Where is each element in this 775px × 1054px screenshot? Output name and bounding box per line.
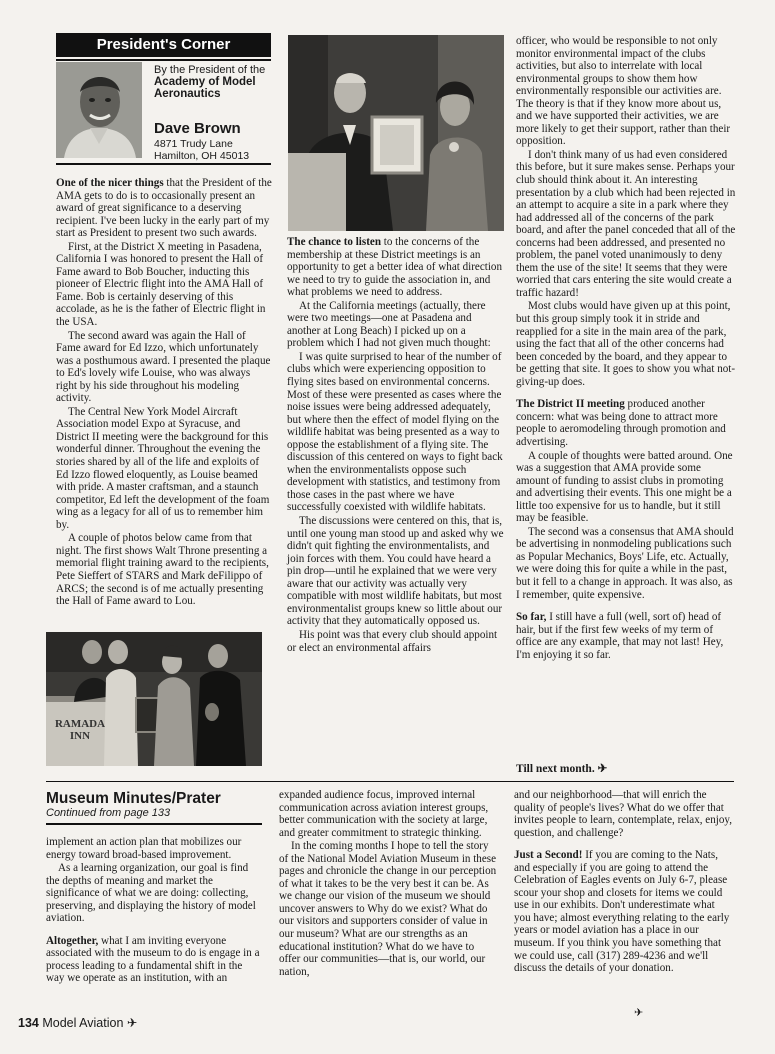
- page-footer: [18, 1015, 137, 1031]
- paragraph-text: As a learning organization, our goal is find the depths of meaning and market the significance of what we are doing: collecting, preserving, and displaying the history of model aviation.: [46, 862, 256, 925]
- paragraph: [516, 526, 736, 601]
- paragraph-text: At the California meetings (actually, there were two meetings—one at Pasadena and another at Long Beach) I picked up on a problem which I had not given much thought:: [287, 299, 491, 350]
- continued-from-note: Continued from page 133: [46, 807, 171, 819]
- paragraph-text: Most clubs would have given up at this point, but this group simply took it in stride and reapplied for a site in the main area of the park, using the fact that all of the other concerns had been conceded by the board, and they appear to be getting that site. It goes to show you what not-giving-up does.: [516, 300, 736, 388]
- paragraph-text: that the President of the AMA gets to do is to occasionally present an award of great significance to a deserving recipient. I've been lucky in the early part of my start as President to present two such awards.: [56, 177, 272, 240]
- header-rule: [56, 59, 271, 61]
- paragraph-text: to the concerns of the membership at these District meetings is an opportunity to get a better idea of what direction we need to try to guide the association in, and what problems we need to address.: [287, 236, 503, 299]
- paragraph-lead-in: So far,: [516, 611, 547, 624]
- author-portrait-photo: [56, 62, 142, 158]
- paragraph: [46, 862, 262, 925]
- paragraph-text: I still have a full (well, sort of) head of hair, but if the first few weeks of my term of office are any example, that may not last! Hey, I'm enjoying it so far.: [516, 611, 724, 661]
- paragraph: [279, 789, 497, 839]
- paragraph: [516, 300, 736, 388]
- paragraph: [514, 789, 734, 839]
- paragraph-text: I was quite surprised to hear of the number of clubs which were experiencing opposition to flying sites based on environmental concerns. Most of these were presented as cases where the noise issues were being addressed adequately, but where then the effect of model flying on the wildlife habitat was being presented as a way to oppose the establishment of a flying site. The discussion of this centered on ways to fight back when the environmentalists oppose such development with statistics, and testimony from those cases in the past where we have successfully coexisted with wildlife habitats.: [287, 350, 503, 514]
- paragraph-text: A couple of photos below came from that night. The first shows Walt Throne presenting a memorial flight training award to the recipients, Pete Sieffert of STARS and Mark deFilippo of ARCS; the second is of me actually presenting the Hall of Fame award to Lou.: [56, 532, 269, 608]
- airplane-icon: ✈: [597, 763, 608, 775]
- paragraph-text: A couple of thoughts were batted around. One was a suggestion that AMA provide some amount of funding to assist clubs in promoting and advertising their events. This one might be a little too expensive for us to handle, but it still may be feasible.: [516, 449, 733, 525]
- paragraph-text: what I am inviting everyone associated with the museum to do is engage in a process leading to a fundamental shift in the way we operate as an institution, with an: [46, 934, 260, 985]
- paragraph-text: implement an action plan that mobilizes our energy toward broad-based improvement.: [46, 836, 242, 861]
- paragraph-lead-in: The chance to listen: [287, 236, 381, 248]
- paragraph: [516, 450, 736, 525]
- author-address-line1: 4871 Trudy Lane: [154, 138, 233, 150]
- paragraph-text: The second was a consensus that AMA should be advertising in nonmodeling publications such as Popular Mechanics, Boys' Life, etc. Actually, we were doing this for quite a while in the past, but it fell to a change in approach. It was also, as I remember, quite expensive.: [516, 525, 734, 601]
- award-photo-illustration: [288, 35, 504, 231]
- paragraph-text: The discussions were centered on this, that is, until one young man stood up and asked why we didn't quit fighting the environmentalists, and join forces with them. You could have heard a pin drop—until he explained that we were very aware that our activity was actually very compatible with most wildlife habitats, but most environmentalist groups knew so little about our activity that they automatically opposed us.: [287, 515, 504, 628]
- section-header-museum-minutes: Museum Minutes/Prater: [46, 790, 221, 807]
- hotel-sign: [50, 718, 110, 742]
- byline: By the President of the: [154, 64, 266, 76]
- signoff: Till next month. ✈: [516, 763, 608, 775]
- paragraph-text: officer, who would be responsible to not only monitor environmental impact of the clubs activities, but also to interrelate with local environmental groups to show them how environmentally responsible our activities are. The theory is that if they know more about us, and we have supported their activities, we are more likely to get their support, rather than their opposition.: [516, 35, 731, 148]
- paragraph-lead-in: The District II meeting: [516, 398, 625, 411]
- organization-name: Academy of Model Aeronautics: [154, 76, 256, 100]
- museum-column-3: [514, 789, 734, 976]
- section-header-presidents-corner: President's Corner: [56, 33, 271, 57]
- paragraph: [287, 351, 504, 514]
- paragraph: [46, 935, 262, 985]
- paragraph-lead-in: Altogether,: [46, 934, 99, 947]
- group-photo-illustration: [46, 632, 262, 766]
- paragraph: [287, 300, 504, 350]
- paragraph-text: expanded audience focus, improved internal communication across aviation interest groups, better communication with the society at large, and greater commitment to strategic thinking.: [279, 789, 489, 839]
- paragraph-lead-in: Just a Second!: [514, 849, 583, 862]
- paragraph: [56, 177, 272, 240]
- paragraph: [516, 611, 736, 661]
- paragraph-text: The second award was again the Hall of Fame award for Ed Izzo, which unfortunately was a posthumous award. I presented the plaque to Ed's lovely wife Louise, who was always right by his side throughout his modeling activity.: [56, 329, 271, 405]
- paragraph: [56, 330, 272, 405]
- hotel-sign-line2: INN: [69, 730, 91, 742]
- paragraph: [516, 35, 736, 148]
- museum-header-rule: [46, 823, 262, 825]
- paragraph: [56, 406, 272, 531]
- paragraph: [287, 629, 504, 654]
- museum-column-2: [279, 789, 497, 979]
- article-column-1: [56, 177, 272, 609]
- paragraph: [516, 398, 736, 448]
- paragraph-text: I don't think many of us had even considered this before, but it sure makes sense. Perhaps your club should think about it. An interesting presentation by a club which had been rejected in an attempt to acquire a site in a park where they had addressed all of the concerns of the park board, and after the panel conceded that all of the concerns had been addressed, and presented no problem, the panel voted unanimously to deny them the use of the site! It seems that they were worried that cars entering the site would create a traffic hazard!: [516, 148, 736, 299]
- paragraph-text: and our neighborhood—that will enrich the quality of people's lives? What do we offer that invites people to learn, contemplate, relax, enjoy, question, and challenge?: [514, 789, 732, 839]
- author-address-line2: Hamilton, OH 45013: [154, 150, 250, 162]
- paragraph: [279, 840, 497, 978]
- article-column-2: [287, 236, 504, 655]
- paragraph-lead-in: One of the nicer things: [56, 177, 164, 189]
- paragraph: [56, 241, 272, 329]
- paragraph: [516, 149, 736, 300]
- award-presentation-photo: [288, 35, 504, 231]
- author-name: Dave Brown: [154, 120, 241, 137]
- page-number: 134: [18, 1016, 39, 1030]
- paragraph-text: The Central New York Model Aircraft Association model Expo at Syracuse, and District II meeting were the background for this wonderful dinner. Throughout the evening the stories shared by all of the life and exploits of Ed Izzo flowed eloquently, as Louise beamed with pride. A master craftsman, and a staunch competitor, Ed left the development of the foam wing as a legacy for all of us to remember him by.: [56, 405, 270, 531]
- paragraph-text: If you are coming to the Nats, and especially if you are going to attend the Celebration of Eagles events on July 6-7, please scour your shop and closets for items we could use in our exhibits. Don't underestimate what you have; almost everything relating to the early years or model aviation has a place in our museum. If you think you have something that we could use, call (317) 289-4236 and we'll discuss the details of your donation.: [514, 849, 730, 975]
- museum-column-1: [46, 836, 262, 986]
- paragraph-text: In the coming months I hope to tell the story of the National Model Aviation Museum in these pages and chronicle the change in our perception of what it takes to be the very best it can be. As we change our vision of the museum we should uncover answers to Why do we exist? What do our visitors and supporters consider of value in our museum? What are our strengths as an educational institution? What do we have to offer our communities—that is, our world, our nation,: [279, 840, 497, 978]
- paragraph: [46, 836, 262, 861]
- donation-end-mark: ✈: [634, 1007, 644, 1019]
- group-award-photo: [46, 632, 262, 766]
- airplane-icon: ✈: [126, 1016, 138, 1030]
- paragraph-text: His point was that every club should appoint or elect an environmental affairs: [287, 628, 498, 654]
- magazine-name: Model Aviation: [42, 1016, 124, 1030]
- hotel-sign-line1: RAMADA: [54, 718, 106, 730]
- paragraph: [287, 515, 504, 628]
- paragraph: [514, 849, 734, 974]
- section-divider: [46, 781, 734, 782]
- paragraph: [287, 236, 504, 299]
- paragraph: [56, 532, 272, 607]
- portrait-illustration: [56, 62, 142, 158]
- header-bottom-rule: [56, 163, 271, 165]
- article-column-3: [516, 35, 736, 662]
- paragraph-text: produced another concern: what was being done to attract more people to aeromodeling through promotion and advertising.: [516, 398, 726, 448]
- paragraph-text: First, at the District X meeting in Pasadena, California I was honored to present the Hall of Fame award to Bob Boucher, inducting this pioneer of Electric flight into the AMA Hall of Fame. Bob is certainly deserving of this accolade, as he is the father of Electric flight in the USA.: [56, 240, 266, 329]
